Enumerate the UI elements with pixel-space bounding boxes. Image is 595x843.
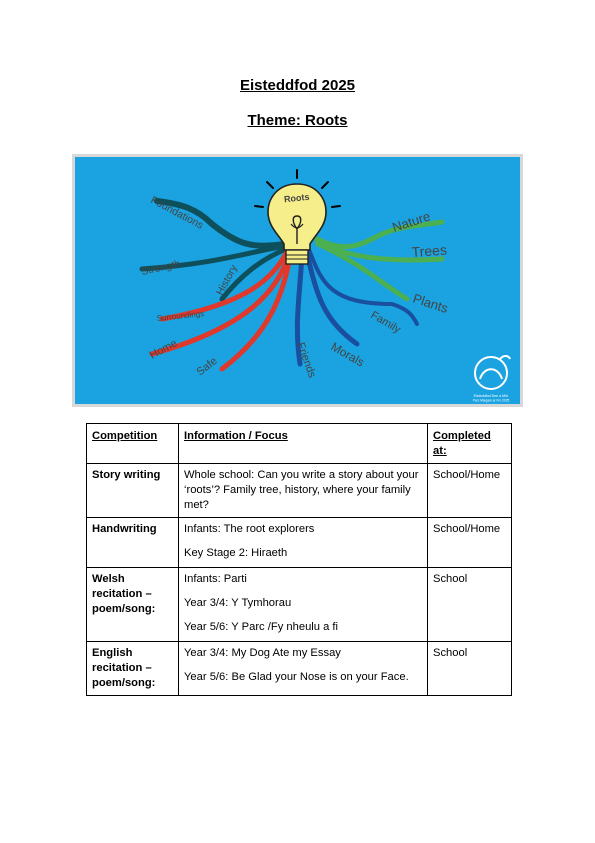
label-nature: Nature (390, 208, 433, 235)
info-cell (179, 568, 428, 642)
label-surroundings: Surroundings (156, 309, 205, 323)
competition-cell: Welsh recitation – poem/song: (87, 568, 179, 642)
competition-cell: Handwriting (87, 518, 179, 568)
label-friends: Friends (294, 340, 319, 380)
label-home: Home (147, 337, 180, 362)
table-row (87, 568, 512, 642)
logo-text-1: Eisteddfod Dee a Môr (473, 394, 509, 398)
label-plants: Plants (411, 290, 451, 317)
header-info: Information / Focus (179, 424, 428, 464)
label-strength: Strength (140, 257, 182, 278)
info-line: Year 5/6: Y Parc /Fy nheulu a fi (184, 621, 339, 633)
table-row (87, 642, 512, 696)
info-line: Year 5/6: Be Glad your Nose is on your Face. (184, 671, 409, 683)
logo-text-2: Parc Margam ar Fro 2025 (472, 398, 510, 403)
competition-cell: English recitation – poem/song: (87, 642, 179, 696)
info-line: Year 3/4: My Dog Ate my Essay (184, 647, 341, 659)
info-line: Year 3/4: Y Tymhorau (184, 597, 292, 609)
label-morals: Morals (328, 339, 367, 370)
label-foundations: Foundations (148, 194, 206, 232)
theme-heading: Theme: Roots (247, 112, 348, 129)
center-label: Roots (283, 191, 310, 205)
info-line: Whole school: Can you write a story about your ‘roots’? Family tree, history, where your family met? (184, 469, 419, 511)
competition-cell: Story writing (87, 464, 179, 518)
table-row (87, 518, 512, 568)
label-history: History (214, 262, 240, 298)
roots-mindmap-image (72, 154, 523, 407)
table-header-row (87, 424, 512, 464)
info-cell (179, 464, 428, 518)
label-trees: Trees (411, 241, 448, 260)
header-competition: Competition (87, 424, 179, 464)
label-safe: Safe (194, 354, 220, 379)
completed-cell: School (428, 568, 512, 642)
document-title: Eisteddfod 2025 (239, 77, 356, 94)
label-family: Family (368, 309, 403, 336)
info-line: Key Stage 2: Hiraeth (184, 547, 288, 559)
table-row (87, 464, 512, 518)
info-line: Infants: Parti (184, 573, 247, 585)
completed-cell: School (428, 642, 512, 696)
header-completed: Completed at: (428, 424, 512, 464)
competition-table (86, 423, 512, 696)
completed-cell: School/Home (428, 464, 512, 518)
info-cell (179, 518, 428, 568)
info-line: Infants: The root explorers (184, 523, 315, 535)
completed-cell: School/Home (428, 518, 512, 568)
info-cell (179, 642, 428, 696)
